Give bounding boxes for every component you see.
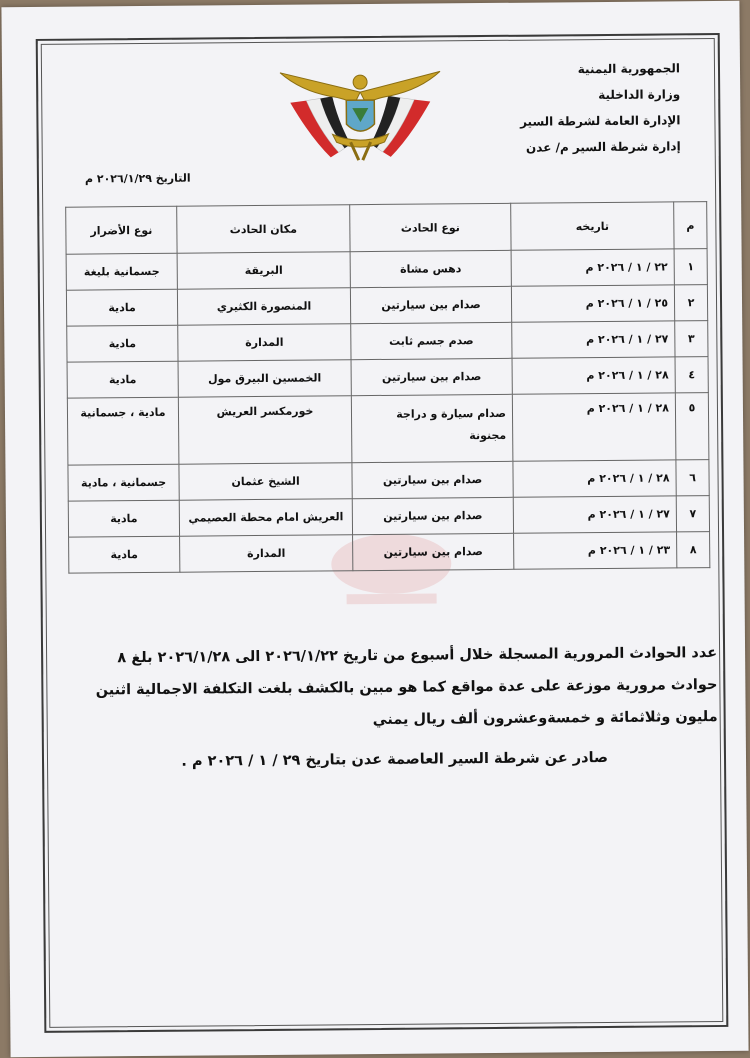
letterhead — [519, 55, 680, 160]
cell-date: ٢٨ / ١ / ٢٠٢٦ م — [513, 460, 676, 497]
cell-type: صدام بين سيارتين — [352, 497, 513, 534]
table-row — [66, 249, 707, 291]
accidents-table — [65, 201, 710, 574]
cell-type: صدام بين سيارتين — [351, 358, 512, 395]
table-row — [67, 321, 708, 363]
cell-number: ٦ — [676, 460, 709, 496]
cell-damage: جسمانية ، مادية — [68, 464, 179, 501]
cell-damage: مادية — [68, 500, 179, 537]
cell-place: العريش امام محطة العصيمي — [179, 499, 352, 537]
cell-type: صدام بين سيارتين — [353, 533, 514, 570]
cell-damage: جسمانية بليغة — [66, 253, 177, 290]
cell-number: ٨ — [677, 532, 710, 568]
col-header-place: مكان الحادث — [177, 205, 350, 254]
cell-type: دهس مشاة — [350, 250, 511, 287]
cell-type: صدام سيارة و دراجة مجنونة — [351, 394, 513, 462]
cell-place: الخمسين البيرق مول — [178, 360, 351, 398]
cell-date: ٢٢ / ١ / ٢٠٢٦ م — [511, 249, 674, 286]
table-row — [69, 532, 710, 574]
cell-number: ٥ — [675, 393, 709, 460]
cell-number: ٣ — [675, 321, 708, 357]
cell-damage: مادية ، جسمانية — [67, 397, 179, 465]
cell-number: ٤ — [675, 357, 708, 393]
col-header-type: نوع الحادث — [350, 203, 511, 251]
table-row — [68, 496, 709, 538]
cell-date: ٢٨ / ١ / ٢٠٢٦ م — [512, 357, 675, 394]
cell-date: ٢٧ / ١ / ٢٠٢٦ م — [512, 321, 675, 358]
header-line-republic: الجمهورية اليمنية — [577, 61, 681, 77]
yemen-emblem-icon — [270, 61, 451, 165]
cell-damage: مادية — [67, 361, 178, 398]
cell-type: صدام بين سيارتين — [352, 461, 513, 498]
cell-number: ١ — [674, 249, 707, 285]
cell-date: ٢٧ / ١ / ٢٠٢٦ م — [513, 496, 676, 533]
cell-damage: مادية — [66, 289, 177, 326]
cell-place: المنصورة الكثيري — [177, 288, 350, 326]
cell-damage: مادية — [67, 325, 178, 362]
table-row — [67, 393, 709, 466]
issued-statement: صادر عن شرطة السير العاصمة عدن بتاريخ ٢٩ / ١ / ٢٠٢٦ م . — [181, 749, 609, 770]
cell-date: ٢٨ / ١ / ٢٠٢٦ م — [512, 393, 676, 461]
cell-place: خورمكسر العريش — [178, 396, 352, 465]
document-date: التاريخ ٢٠٢٦/١/٢٩ م — [84, 171, 191, 186]
table-row — [67, 357, 708, 399]
cell-place: المدارة — [180, 535, 353, 573]
cell-date: ٢٥ / ١ / ٢٠٢٦ م — [511, 285, 674, 322]
cell-place: البريقة — [177, 252, 350, 290]
col-header-date: تاريخه — [511, 202, 674, 250]
cell-place: المدارة — [178, 324, 351, 362]
table-header-row — [66, 202, 707, 255]
cell-number: ٧ — [676, 496, 709, 532]
col-header-damage: نوع الأضرار — [66, 206, 177, 254]
header-line-department: الإدارة العامة لشرطة السير — [519, 113, 681, 129]
document-sheet — [1, 1, 748, 1057]
cell-number: ٢ — [674, 285, 707, 321]
table-row — [68, 460, 709, 502]
cell-type: صدام بين سيارتين — [350, 286, 511, 323]
col-header-number: م — [674, 202, 707, 249]
summary-paragraph: عدد الحوادث المرورية المسجلة خلال أسبوع من تاريخ ٢٠٢٦/١/٢٢ الى ٢٠٢٦/١/٢٨ بلغ ٨ حوادث مرورية موزعة على عدة مواقع كما هو مبين بالكشف بلغت التكلفة الاجمالية اثنين مليون وثلاثمائة و خمسةوعشرون ألف ريال يمني — [95, 645, 718, 729]
header-line-branch: إدارة شرطة السير م/ عدن — [525, 139, 681, 155]
header-line-ministry: وزارة الداخلية — [598, 87, 681, 103]
cell-damage: مادية — [69, 536, 180, 573]
cell-date: ٢٣ / ١ / ٢٠٢٦ م — [514, 532, 677, 569]
table-row — [66, 285, 707, 327]
cell-place: الشيخ عثمان — [179, 463, 352, 501]
cell-type: صدم جسم ثابت — [351, 322, 512, 359]
